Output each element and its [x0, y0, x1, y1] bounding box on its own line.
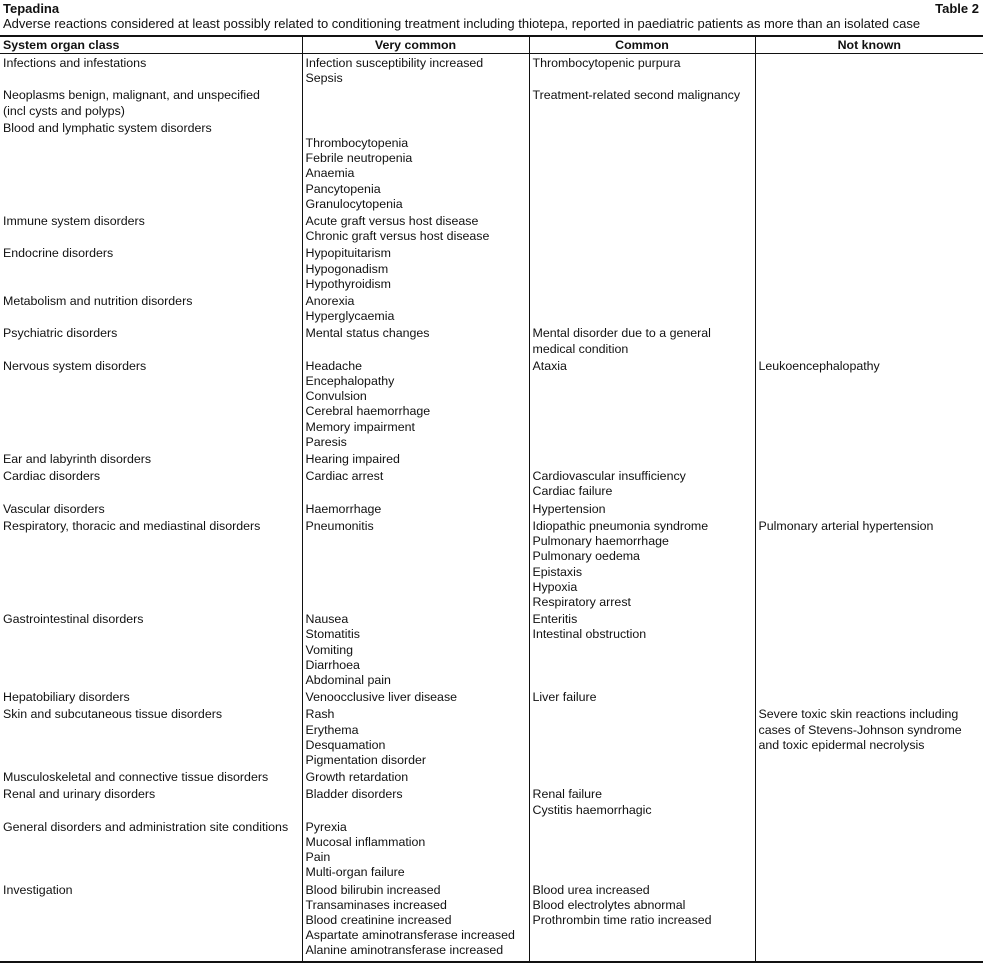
cell-line: Anaemia [305, 166, 355, 181]
soc-cell [0, 244, 302, 292]
table-row [0, 244, 983, 292]
soc-cell [0, 212, 302, 244]
cell-line: Infections and infestations [3, 56, 147, 70]
table-row [0, 450, 983, 467]
cell-line: Abdominal pain [305, 672, 391, 687]
cell-line: Metabolism and nutrition disorders [3, 294, 193, 309]
common-cell [529, 212, 755, 244]
soc-cell [0, 54, 302, 87]
not-known-cell [755, 785, 983, 817]
common-cell [529, 785, 755, 817]
column-header-soc: System organ class [0, 36, 302, 54]
soc-cell [0, 610, 302, 688]
soc-cell [0, 292, 302, 324]
table-row [0, 517, 983, 610]
soc-cell [0, 119, 302, 212]
common-cell [529, 86, 755, 118]
cell-line: Ataxia [532, 358, 567, 373]
cell-line: Alanine aminotransferase increased [305, 943, 504, 958]
cell-line: Cardiac arrest [305, 469, 384, 484]
cell-line: Nervous system disorders [3, 358, 147, 373]
cell-line: Thrombocytopenia [305, 136, 409, 151]
common-cell [529, 292, 755, 324]
cell-line: Hyperglycaemia [305, 309, 395, 324]
common-cell [529, 324, 755, 356]
not-known-cell [755, 881, 983, 962]
cell-line: Blood urea increased [532, 882, 650, 897]
cell-line: cases of Stevens-Johnson syndrome [758, 722, 962, 737]
not-known-cell [755, 119, 983, 212]
common-cell [529, 705, 755, 768]
soc-cell [0, 705, 302, 768]
cell-line: and toxic epidermal necrolysis [758, 737, 925, 752]
cell-line: Pulmonary arterial hypertension [758, 518, 934, 533]
cell-line: Sepsis [305, 71, 343, 86]
table-number: Table 2 [935, 1, 979, 16]
table-row [0, 688, 983, 705]
table-row [0, 212, 983, 244]
cell-line: Anorexia [305, 294, 355, 309]
very-common-cell [302, 467, 529, 499]
very-common-cell [302, 212, 529, 244]
table-row [0, 500, 983, 517]
cell-line: Pulmonary oedema [532, 549, 640, 564]
cell-line: Mucosal inflammation [305, 834, 426, 849]
cell-line: Growth retardation [305, 770, 409, 785]
cell-line: Paresis [305, 434, 347, 449]
cell-line: Liver failure [532, 690, 597, 705]
cell-line: Cardiac disorders [3, 469, 101, 484]
cell-line: Nausea [305, 612, 349, 627]
cell-line: Transaminases increased [305, 897, 447, 912]
very-common-cell [302, 244, 529, 292]
very-common-cell [302, 357, 529, 450]
very-common-cell [302, 881, 529, 962]
soc-cell [0, 688, 302, 705]
table-body [0, 54, 983, 962]
cell-line: Immune system disorders [3, 214, 145, 229]
column-header-very-common: Very common [302, 36, 529, 54]
soc-cell [0, 86, 302, 118]
cell-line: Granulocytopenia [305, 196, 403, 211]
common-cell [529, 467, 755, 499]
not-known-cell [755, 768, 983, 785]
cell-line: Cerebral haemorrhage [305, 404, 431, 419]
cell-line: Memory impairment [305, 419, 415, 434]
table-row [0, 86, 983, 118]
not-known-cell [755, 86, 983, 118]
soc-cell [0, 881, 302, 962]
very-common-cell [302, 768, 529, 785]
common-cell [529, 517, 755, 610]
cell-line: Epistaxis [532, 564, 583, 579]
cell-line: Cardiovascular insufficiency [532, 469, 686, 484]
not-known-cell [755, 688, 983, 705]
column-header-not-known: Not known [755, 36, 983, 54]
common-cell [529, 450, 755, 467]
common-cell [529, 500, 755, 517]
soc-cell [0, 500, 302, 517]
soc-cell [0, 467, 302, 499]
cell-line: Hypothyroidism [305, 276, 391, 291]
cell-line: Mental status changes [305, 326, 430, 341]
not-known-cell [755, 54, 983, 87]
cell-line: Vomiting [305, 642, 354, 657]
cell-line: Pain [305, 850, 331, 865]
cell-line [306, 121, 526, 136]
cell-line: Mental disorder due to a general [532, 326, 711, 341]
cell-line: Thrombocytopenic purpura [532, 56, 681, 70]
table-row [0, 705, 983, 768]
not-known-cell [755, 450, 983, 467]
cell-line: Erythema [305, 722, 359, 737]
cell-line: Psychiatric disorders [3, 326, 118, 341]
cell-line: Pneumonitis [305, 518, 374, 533]
cell-line: Cardiac failure [532, 484, 613, 499]
cell-line: Prothrombin time ratio increased [532, 912, 712, 927]
cell-line: Blood creatinine increased [305, 912, 452, 927]
cell-line: Pulmonary haemorrhage [532, 534, 669, 549]
cell-line: Endocrine disorders [3, 246, 114, 261]
cell-line: Musculoskeletal and connective tissue disorders [3, 770, 269, 785]
table-row [0, 119, 983, 212]
table-row [0, 357, 983, 450]
not-known-cell [755, 610, 983, 688]
soc-cell [0, 357, 302, 450]
cell-line: Renal and urinary disorders [3, 787, 156, 802]
column-header-row [0, 36, 983, 54]
table-row [0, 610, 983, 688]
cell-line: Severe toxic skin reactions including [758, 707, 959, 722]
cell-line: Diarrhoea [305, 657, 360, 672]
common-cell [529, 54, 755, 87]
cell-line: Infection susceptibility increased [305, 56, 484, 70]
cell-line: Pyrexia [305, 819, 347, 834]
cell-line: Vascular disorders [3, 501, 105, 516]
table-row [0, 768, 983, 785]
cell-line: Cystitis haemorrhagic [532, 802, 652, 817]
common-cell [529, 610, 755, 688]
very-common-cell [302, 705, 529, 768]
cell-line: Enteritis [532, 612, 578, 627]
document-title: Tepadina [3, 1, 60, 16]
cell-line: Convulsion [305, 389, 367, 404]
very-common-cell [302, 688, 529, 705]
cell-line: Headache [305, 358, 362, 373]
cell-line: Respiratory, thoracic and mediastinal disorders [3, 518, 261, 533]
cell-line: Encephalopathy [305, 374, 395, 389]
table-row [0, 818, 983, 881]
cell-line: Leukoencephalopathy [758, 358, 880, 373]
table-row [0, 54, 983, 87]
soc-cell [0, 517, 302, 610]
very-common-cell [302, 785, 529, 817]
cell-line: Pigmentation disorder [305, 752, 427, 767]
cell-line: Blood bilirubin increased [305, 882, 441, 897]
not-known-cell [755, 818, 983, 881]
common-cell [529, 818, 755, 881]
table-row [0, 467, 983, 499]
cell-line: General disorders and administration site conditions [3, 819, 289, 834]
not-known-cell [755, 467, 983, 499]
not-known-cell [755, 357, 983, 450]
cell-line: Aspartate aminotransferase increased [305, 928, 515, 943]
cell-line: Intestinal obstruction [532, 627, 647, 642]
common-cell [529, 357, 755, 450]
cell-line: Rash [305, 707, 335, 722]
soc-cell [0, 818, 302, 881]
soc-cell [0, 450, 302, 467]
cell-line: Chronic graft versus host disease [305, 229, 490, 244]
cell-line: Multi-organ failure [305, 865, 405, 880]
not-known-cell [755, 292, 983, 324]
cell-line: Respiratory arrest [532, 594, 631, 609]
cell-line: Investigation [3, 882, 73, 897]
cell-line: Gastrointestinal disorders [3, 612, 144, 627]
not-known-cell [755, 324, 983, 356]
very-common-cell [302, 119, 529, 212]
cell-line: Haemorrhage [305, 501, 382, 516]
common-cell [529, 768, 755, 785]
cell-line: Neoplasms benign, malignant, and unspecified [3, 88, 260, 103]
table-row [0, 324, 983, 356]
cell-line: Skin and subcutaneous tissue disorders [3, 707, 223, 722]
cell-line: Febrile neutropenia [305, 151, 413, 166]
adverse-reactions-table [0, 35, 983, 963]
cell-line: Renal failure [532, 787, 603, 802]
cell-line: Hypoxia [532, 579, 578, 594]
cell-line: Bladder disorders [305, 787, 403, 802]
table-header [3, 1, 979, 17]
very-common-cell [302, 86, 529, 118]
table-row [0, 881, 983, 962]
not-known-cell [755, 517, 983, 610]
very-common-cell [302, 500, 529, 517]
cell-line: Desquamation [305, 737, 386, 752]
not-known-cell [755, 244, 983, 292]
cell-line: Hypopituitarism [305, 246, 391, 261]
cell-line: Ear and labyrinth disorders [3, 452, 152, 467]
table-row [0, 785, 983, 817]
not-known-cell [755, 212, 983, 244]
cell-line: Pancytopenia [305, 181, 381, 196]
table-row [0, 292, 983, 324]
not-known-cell [755, 500, 983, 517]
very-common-cell [302, 517, 529, 610]
cell-line: Blood electrolytes abnormal [532, 897, 686, 912]
cell-line: Treatment-related second malignancy [532, 88, 741, 103]
common-cell [529, 119, 755, 212]
table-caption: Adverse reactions considered at least possibly related to conditioning treatment including thiotepa, reported in paediatric patients as more than an isolated case [3, 16, 921, 31]
soc-cell [0, 324, 302, 356]
cell-line: Hypogonadism [305, 261, 389, 276]
common-cell [529, 881, 755, 962]
cell-line: Acute graft versus host disease [305, 214, 479, 229]
soc-cell [0, 785, 302, 817]
very-common-cell [302, 818, 529, 881]
very-common-cell [302, 610, 529, 688]
cell-line: Blood and lymphatic system disorders [3, 120, 212, 135]
cell-line: Idiopathic pneumonia syndrome [532, 518, 709, 533]
cell-line: Venoocclusive liver disease [305, 690, 458, 705]
cell-line: Hearing impaired [305, 452, 400, 467]
column-header-common: Common [529, 36, 755, 54]
cell-line: (incl cysts and polyps) [3, 103, 125, 118]
very-common-cell [302, 292, 529, 324]
cell-line: Hypertension [532, 501, 606, 516]
cell-line: medical condition [532, 341, 629, 356]
soc-cell [0, 768, 302, 785]
very-common-cell [302, 54, 529, 87]
not-known-cell [755, 705, 983, 768]
very-common-cell [302, 324, 529, 356]
very-common-cell [302, 450, 529, 467]
cell-line: Stomatitis [305, 627, 360, 642]
common-cell [529, 244, 755, 292]
common-cell [529, 688, 755, 705]
cell-line: Hepatobiliary disorders [3, 690, 130, 705]
